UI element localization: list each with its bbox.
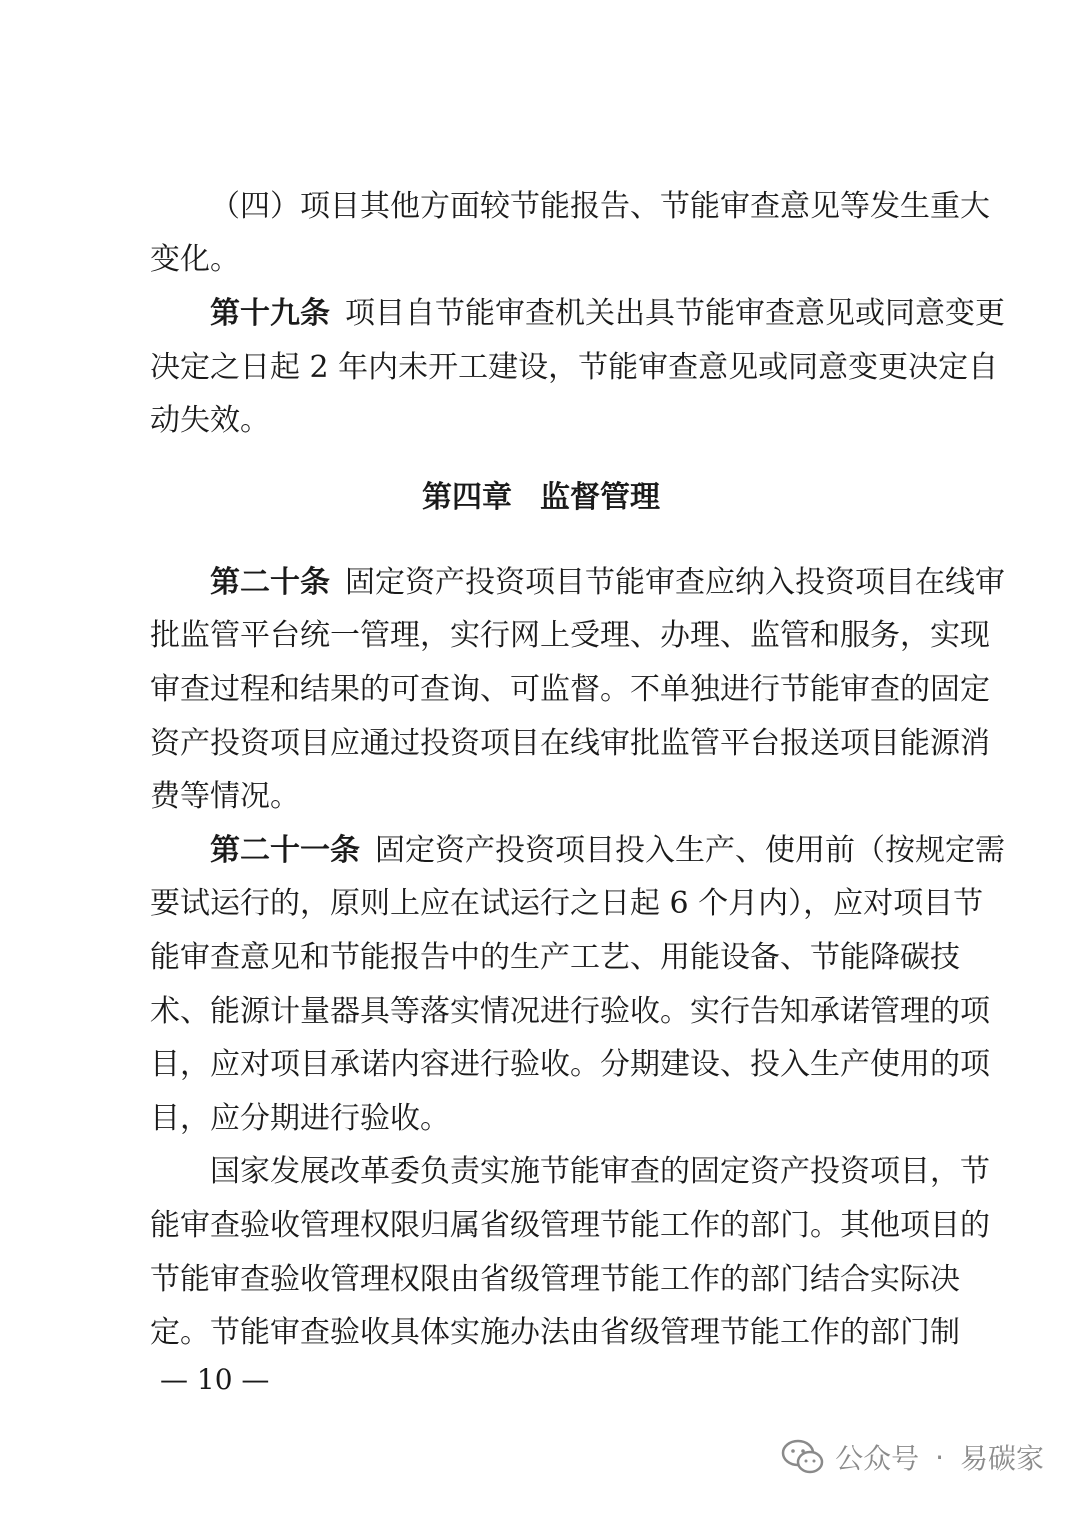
watermark-label: 公众号 — [835, 1442, 920, 1475]
watermark-account-name: 易碳家 — [959, 1442, 1044, 1475]
line-text: （四）项目其他方面较节能报告、节能审查意见等发生重大 — [210, 189, 990, 224]
line-text: 要试运行的，原则上应在试运行之日起 6 个月内），应对项目节 — [150, 886, 984, 921]
line-text: 审查过程和结果的可查询、可监督。不单独进行节能审查的固定 — [150, 672, 990, 707]
line-text: 能审查验收管理权限归属省级管理节能工作的部门。其他项目的 — [150, 1208, 990, 1243]
line-text: 决定之日起 2 年内未开工建设，节能审查意见或同意变更决定自 — [150, 350, 999, 385]
wechat-icon — [781, 1438, 825, 1476]
article-20-line-2 — [150, 618, 990, 654]
line-text: 目，应分期进行验收。 — [150, 1101, 450, 1136]
article-19-line-1 — [210, 296, 1005, 332]
article-21-line-4 — [150, 994, 990, 1030]
article-19-label: 第十九条 — [210, 296, 330, 331]
watermark-separator: · — [935, 1440, 944, 1474]
line-text: 变化。 — [150, 242, 240, 277]
article-21-line-5 — [150, 1047, 990, 1083]
line-text: 国家发展改革委负责实施节能审查的固定资产投资项目，节 — [210, 1154, 990, 1189]
article-19-line-3 — [150, 403, 270, 439]
line-text: 定。节能审查验收具体实施办法由省级管理节能工作的部门制 — [150, 1315, 960, 1350]
article-21-label: 第二十一条 — [210, 833, 360, 868]
line-text: 项目自节能审查机关出具节能审查意见或同意变更 — [345, 296, 1005, 331]
article-21-line-2 — [150, 886, 984, 922]
line-text: 目，应对项目承诺内容进行验收。分期建设、投入生产使用的项 — [150, 1047, 990, 1082]
paragraph-ndrc-line-3 — [150, 1262, 960, 1298]
chapter-title: 监督管理 — [540, 480, 660, 515]
line-text: 动失效。 — [150, 403, 270, 438]
page-number: — 10 — — [160, 1363, 270, 1396]
article-21-line-3 — [150, 940, 960, 976]
article-20-line-1 — [210, 565, 1005, 601]
article-20-line-4 — [150, 726, 990, 762]
line-text: 固定资产投资项目节能审查应纳入投资项目在线审 — [345, 565, 1005, 600]
paragraph-ndrc-line-2 — [150, 1208, 990, 1244]
line-text: 能审查意见和节能报告中的生产工艺、用能设备、节能降碳技 — [150, 940, 960, 975]
paragraph-ndrc-line-1 — [210, 1154, 990, 1190]
article-21-line-6 — [150, 1101, 450, 1137]
line-text: 资产投资项目应通过投资项目在线审批监管平台报送项目能源消 — [150, 726, 990, 761]
line-text: 节能审查验收管理权限由省级管理节能工作的部门结合实际决 — [150, 1262, 960, 1297]
chapter-heading — [150, 480, 932, 516]
line-text: 固定资产投资项目投入生产、使用前（按规定需 — [375, 833, 1005, 868]
line-text: 术、能源计量器具等落实情况进行验收。实行告知承诺管理的项 — [150, 994, 990, 1029]
paragraph-item-4-line-1 — [210, 189, 990, 225]
line-text: 批监管平台统一管理，实行网上受理、办理、监管和服务，实现 — [150, 618, 990, 653]
article-20-line-3 — [150, 672, 990, 708]
article-19-line-2 — [150, 350, 999, 386]
watermark — [781, 1432, 1044, 1482]
article-20-label: 第二十条 — [210, 565, 330, 600]
chapter-number: 第四章 — [422, 480, 512, 515]
paragraph-ndrc-line-4 — [150, 1315, 960, 1351]
line-text: 费等情况。 — [150, 779, 300, 814]
article-21-line-1 — [210, 833, 1005, 869]
paragraph-item-4-line-2 — [150, 242, 240, 278]
article-20-line-5 — [150, 779, 300, 815]
